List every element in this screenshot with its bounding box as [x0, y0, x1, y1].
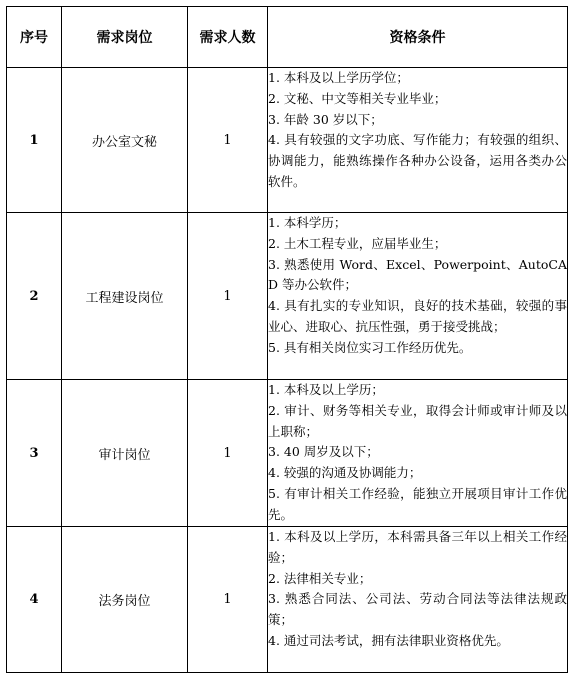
requirement-item: 5. 有审计相关工作经验，能独立开展项目审计工作优先。 — [268, 485, 567, 522]
recruitment-table — [6, 6, 568, 673]
table-row — [7, 380, 568, 527]
row-position: 法务岗位 — [62, 527, 188, 673]
row-requirements — [268, 213, 568, 380]
requirement-item: 1. 本科及以上学历学位； — [268, 70, 409, 85]
header-row — [7, 7, 568, 68]
requirement-item: 3. 年龄 30 岁以下； — [268, 111, 383, 127]
row-position: 工程建设岗位 — [62, 213, 188, 380]
header-index: 序号 — [7, 7, 62, 68]
row-requirements — [268, 68, 568, 213]
table-row — [7, 527, 568, 673]
row-index: 1 — [7, 68, 62, 213]
requirement-item: 3. 熟悉合同法、公司法、劳动合同法等法律法规政策； — [268, 591, 567, 628]
requirement-item: 3. 熟悉使用 Word、Excel、Powerpoint、AutoCAD 等办公软件； — [268, 256, 567, 293]
table-row — [7, 68, 568, 213]
requirement-item: 4. 具有扎实的专业知识，良好的技术基础，较强的事业心、进取心、抗压性强，勇于接受挑战； — [268, 298, 567, 334]
row-index: 3 — [7, 380, 62, 527]
row-requirements — [268, 380, 568, 527]
row-count: 1 — [188, 213, 268, 380]
row-count: 1 — [188, 380, 268, 527]
requirement-item: 2. 文秘、中文等相关专业毕业； — [268, 90, 447, 106]
header-position: 需求岗位 — [62, 7, 188, 68]
row-index: 2 — [7, 213, 62, 380]
row-requirements — [268, 527, 568, 673]
requirement-item: 3. 40 周岁及以下； — [268, 444, 379, 460]
requirement-item: 2. 法律相关专业； — [268, 570, 372, 586]
requirement-item: 4. 较强的沟通及协调能力； — [268, 465, 422, 481]
row-index: 4 — [7, 527, 62, 673]
row-count: 1 — [188, 527, 268, 673]
header-qualifications: 资格条件 — [268, 7, 568, 68]
table-row — [7, 213, 568, 380]
requirement-item: 1. 本科学历； — [268, 215, 347, 230]
requirement-item: 5. 具有相关岗位实习工作经历优先。 — [268, 339, 472, 355]
row-position: 审计岗位 — [62, 380, 188, 527]
row-count: 1 — [188, 68, 268, 213]
row-position: 办公室文秘 — [62, 68, 188, 213]
requirement-item: 1. 本科及以上学历，本科需具备三年以上相关工作经验； — [268, 529, 567, 565]
requirement-item: 4. 通过司法考试，拥有法律职业资格优先。 — [268, 632, 509, 648]
requirement-item: 2. 土木工程专业，应届毕业生； — [268, 235, 447, 251]
requirement-item: 1. 本科及以上学历； — [268, 382, 384, 397]
requirement-item: 2. 审计、财务等相关专业，取得会计师或审计师及以上职称； — [268, 402, 567, 439]
header-count: 需求人数 — [188, 7, 268, 68]
requirement-item: 4. 具有较强的文字功底、写作能力；有较强的组织、协调能力，能熟练操作各种办公设备，运用各类办公软件。 — [268, 132, 567, 189]
